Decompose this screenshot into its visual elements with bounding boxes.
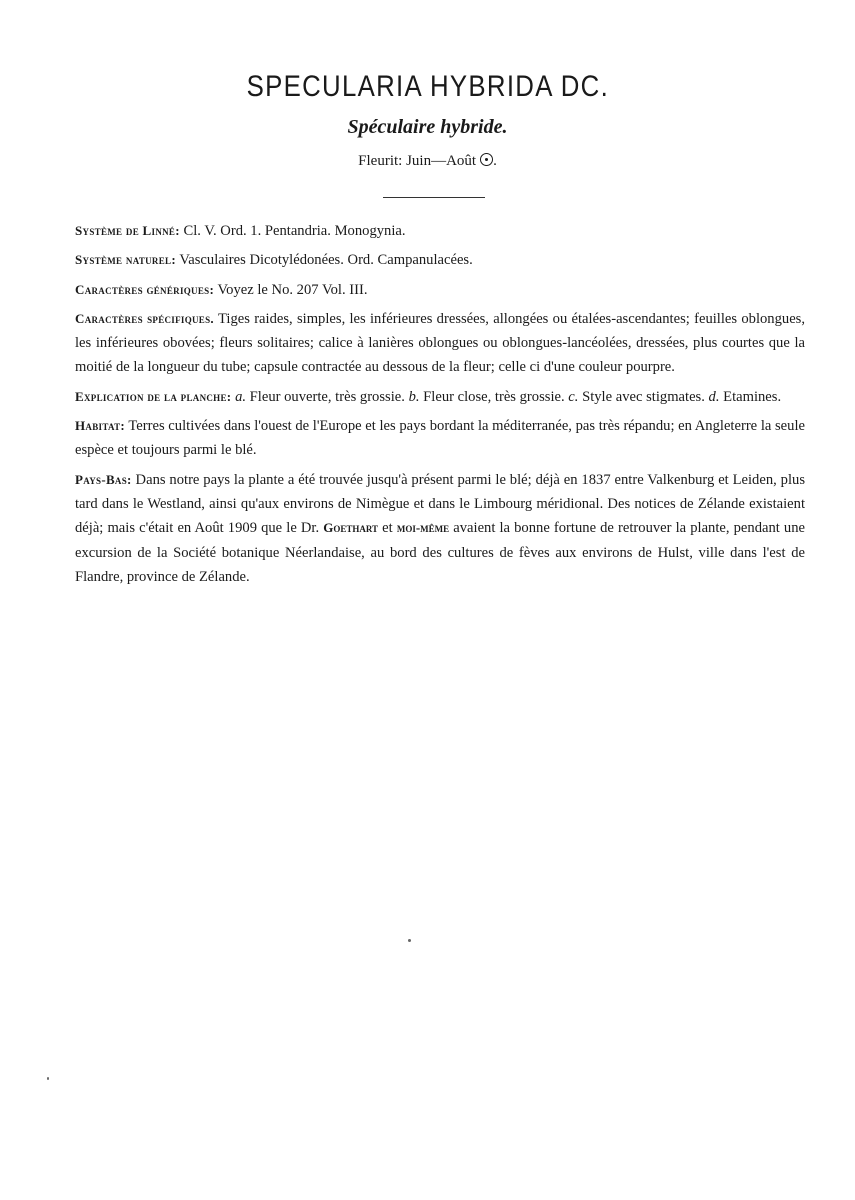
section-label: Système naturel: — [75, 252, 176, 268]
section-text: avaient la bonne fortune de retrouver la plante, pendant une excursion de la Société botanique Néerlandaise, au bord des cultures de fèves aux environs de Hulst, ville dans l'est de Flandre, province de Zélande. — [75, 520, 806, 585]
figure-caption-d: Etamines. — [723, 388, 782, 405]
section-text: et — [382, 520, 393, 537]
section-generiques — [75, 278, 805, 302]
section-text: Terres cultivées dans l'ouest de l'Europe et les pays bordant la méditerranée, pas très répandu; en Angleterre la seule espèce et toujours parmi le blé. — [75, 418, 805, 459]
french-name: Spéculaire hybride. — [347, 116, 508, 138]
section-pays-bas — [75, 468, 805, 589]
figure-caption-c: Style avec stigmates. — [582, 388, 705, 405]
print-speck — [47, 1077, 49, 1080]
print-speck — [408, 939, 411, 942]
figure-letter-c: c. — [568, 388, 579, 405]
person-name: moi-même — [396, 520, 450, 536]
section-label: Habitat: — [75, 418, 126, 434]
divider-rule — [383, 197, 485, 198]
annual-symbol-icon — [480, 153, 493, 166]
figure-caption-a: Fleur ouverte, très grossie. — [249, 388, 405, 405]
section-naturel — [75, 248, 805, 272]
section-specifiques — [75, 307, 805, 380]
section-text: Vasculaires Dicotylédonées. Ord. Campanulacées. — [179, 252, 473, 269]
section-text: Cl. V. Ord. 1. Pentandria. Monogynia. — [183, 223, 406, 239]
section-text: Dans notre pays la plante a été trouvée jusqu'à présent parmi le blé; déjà en 1837 entre Valkenburg et Leiden, plus tard dans le Westland, ainsi qu'aux environs de Nimègue et dans le Limbourg méridional. Des notices de Zélande existaient déjà; mais c'était en Août 1909 que le Dr. — [75, 471, 805, 537]
figure-letter-d: d. — [708, 388, 720, 405]
flowering-line: Fleurit: Juin—Août . — [358, 153, 497, 169]
description-body — [75, 219, 805, 594]
person-name: Goethart — [323, 520, 379, 536]
section-linne — [75, 219, 805, 243]
page-title: SPECULARIA HYBRIDA DC. — [246, 70, 610, 103]
section-label: Système de Linné: — [75, 223, 180, 238]
section-text: Tiges raides, simples, les inférieures dressées, allongées ou étalées-ascendantes; feuilles oblongues, les inférieures obovées; fleurs solitaires; calice à lanières oblongues ou oblongues-lancéolées, dressées, plus courtes que la moitié de la longueur du tube; capsule contractée au dessous de la fleur; celle ci d'une couleur pourpre. — [75, 310, 805, 376]
figure-letter-b: b. — [408, 388, 420, 405]
section-habitat — [75, 414, 805, 463]
section-label: Pays-Bas: — [75, 471, 132, 487]
flowering-text: Fleurit: Juin—Août — [358, 153, 477, 169]
section-label: Caractères génériques: — [75, 281, 215, 297]
section-label: Explication de la planche: — [75, 388, 232, 404]
figure-letter-a: a. — [235, 388, 247, 405]
section-label: Caractères spécifiques. — [75, 310, 214, 326]
section-text: Voyez le No. 207 Vol. III. — [217, 281, 368, 298]
figure-caption-b: Fleur close, très grossie. — [423, 388, 565, 405]
section-explication — [75, 385, 805, 409]
